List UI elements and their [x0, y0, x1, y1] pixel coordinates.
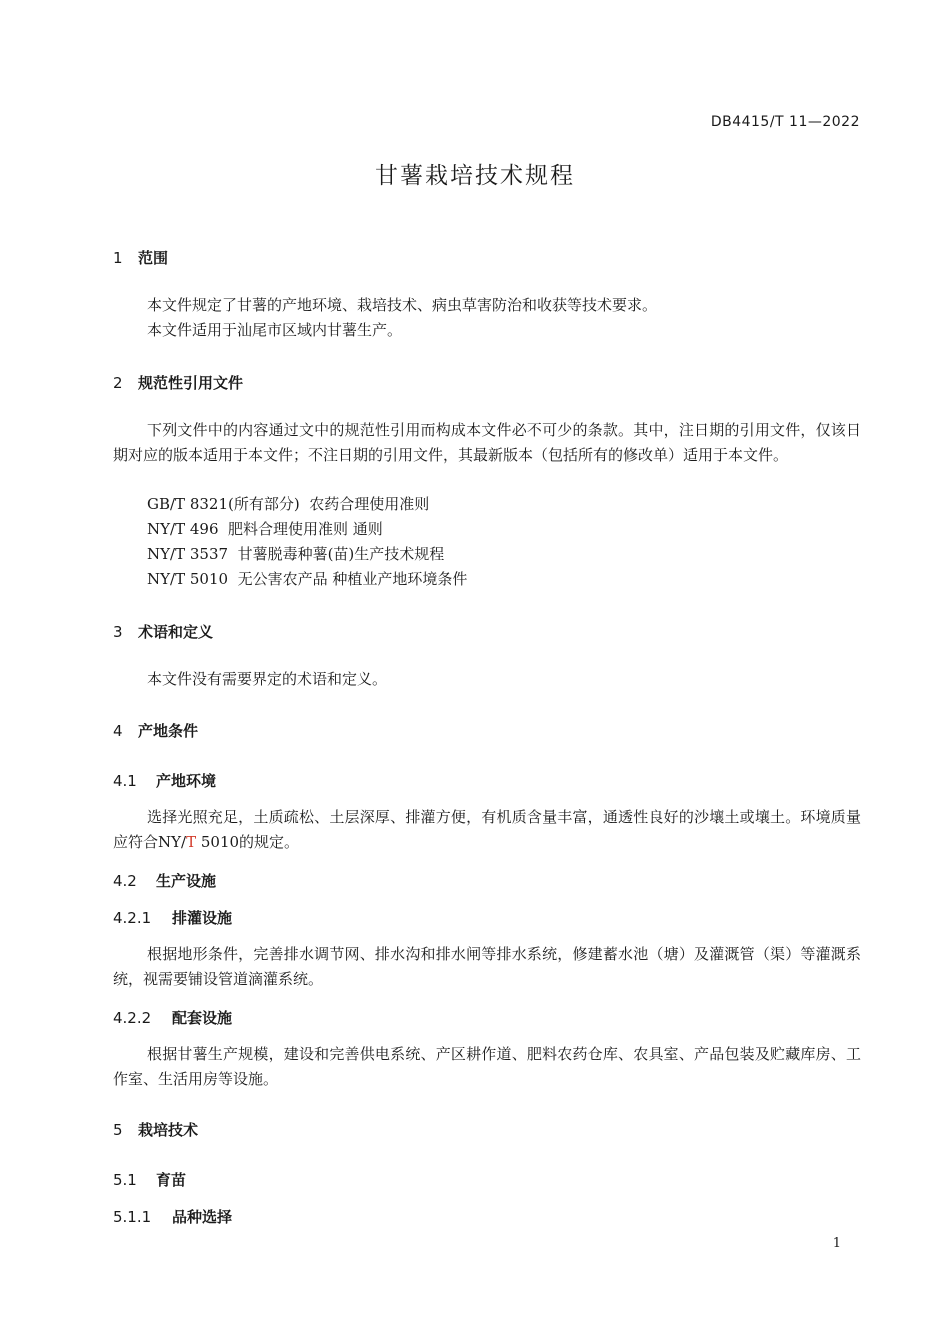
section-title: 产地环境 [156, 772, 217, 790]
section-title: 产地条件 [138, 722, 199, 740]
section-title: 品种选择 [172, 1208, 233, 1226]
section-title: 范围 [138, 249, 169, 267]
paragraph: 本文件没有需要界定的术语和定义。 [147, 670, 388, 688]
paragraph-text: 5010的规定。 [196, 833, 300, 851]
section-number: 3 [113, 623, 123, 641]
section-2-heading [113, 372, 243, 393]
document-title: 甘薯栽培技术规程 [375, 163, 575, 189]
section-4-2-1-heading [113, 907, 232, 928]
section-number: 4.1 [113, 772, 137, 790]
paragraph-text: 选择光照充足，土质疏松、土层深厚、排灌方便，有机质含量丰富，通透性良好的沙壤土或壤土。环境质量应符合NY/ [113, 808, 861, 851]
section-number: 5.1 [113, 1171, 137, 1189]
section-5-heading [113, 1119, 198, 1140]
section-number: 4.2.1 [113, 909, 152, 927]
page-number: 1 [832, 1236, 841, 1251]
section-5-1-heading [113, 1169, 186, 1190]
section-number: 4 [113, 722, 123, 740]
section-number: 4.2.2 [113, 1009, 152, 1027]
document-code: DB4415/T 11—2022 [710, 114, 860, 130]
section-4-heading [113, 720, 198, 741]
paragraph [113, 805, 861, 855]
paragraph: 本文件适用于汕尾市区域内甘薯生产。 [147, 321, 403, 339]
paragraph: 下列文件中的内容通过文中的规范性引用而构成本文件必不可少的条款。其中，注日期的引用文件，仅该日期对应的版本适用于本文件；不注日期的引用文件，其最新版本（包括所有的修改单）适用于本文件。 [113, 421, 861, 464]
section-3-heading [113, 621, 213, 642]
section-number: 4.2 [113, 872, 137, 890]
section-4-2-2-heading [113, 1007, 232, 1028]
section-number: 1 [113, 249, 123, 267]
paragraph: 根据地形条件，完善排水调节网、排水沟和排水闸等排水系统，修建蓄水池（塘）及灌溉管（渠）等灌溉系统，视需要铺设管道滴灌系统。 [113, 945, 861, 988]
section-title: 术语和定义 [138, 623, 214, 641]
section-title: 配套设施 [172, 1009, 233, 1027]
section-number: 2 [113, 374, 123, 392]
section-title: 栽培技术 [138, 1121, 199, 1139]
section-4-1-heading [113, 770, 216, 791]
section-title: 生产设施 [156, 872, 217, 890]
highlighted-text: T [186, 833, 197, 851]
section-1-heading [113, 247, 168, 268]
section-number: 5.1.1 [113, 1208, 152, 1226]
reference-item: NY/T 3537 甘薯脱毒种薯(苗)生产技术规程 [147, 545, 445, 563]
section-title: 育苗 [156, 1171, 187, 1189]
section-5-1-1-heading [113, 1206, 232, 1227]
section-title: 排灌设施 [172, 909, 233, 927]
section-title: 规范性引用文件 [138, 374, 244, 392]
section-number: 5 [113, 1121, 123, 1139]
reference-item: NY/T 5010 无公害农产品 种植业产地环境条件 [147, 570, 468, 588]
reference-item: NY/T 496 肥料合理使用准则 通则 [147, 520, 383, 538]
paragraph: 根据甘薯生产规模，建设和完善供电系统、产区耕作道、肥料农药仓库、农具室、产品包装及贮藏库房、工作室、生活用房等设施。 [113, 1045, 861, 1088]
section-4-2-heading [113, 870, 216, 891]
paragraph: 本文件规定了甘薯的产地环境、栽培技术、病虫草害防治和收获等技术要求。 [147, 296, 658, 314]
reference-item: GB/T 8321(所有部分) 农药合理使用准则 [147, 495, 430, 513]
